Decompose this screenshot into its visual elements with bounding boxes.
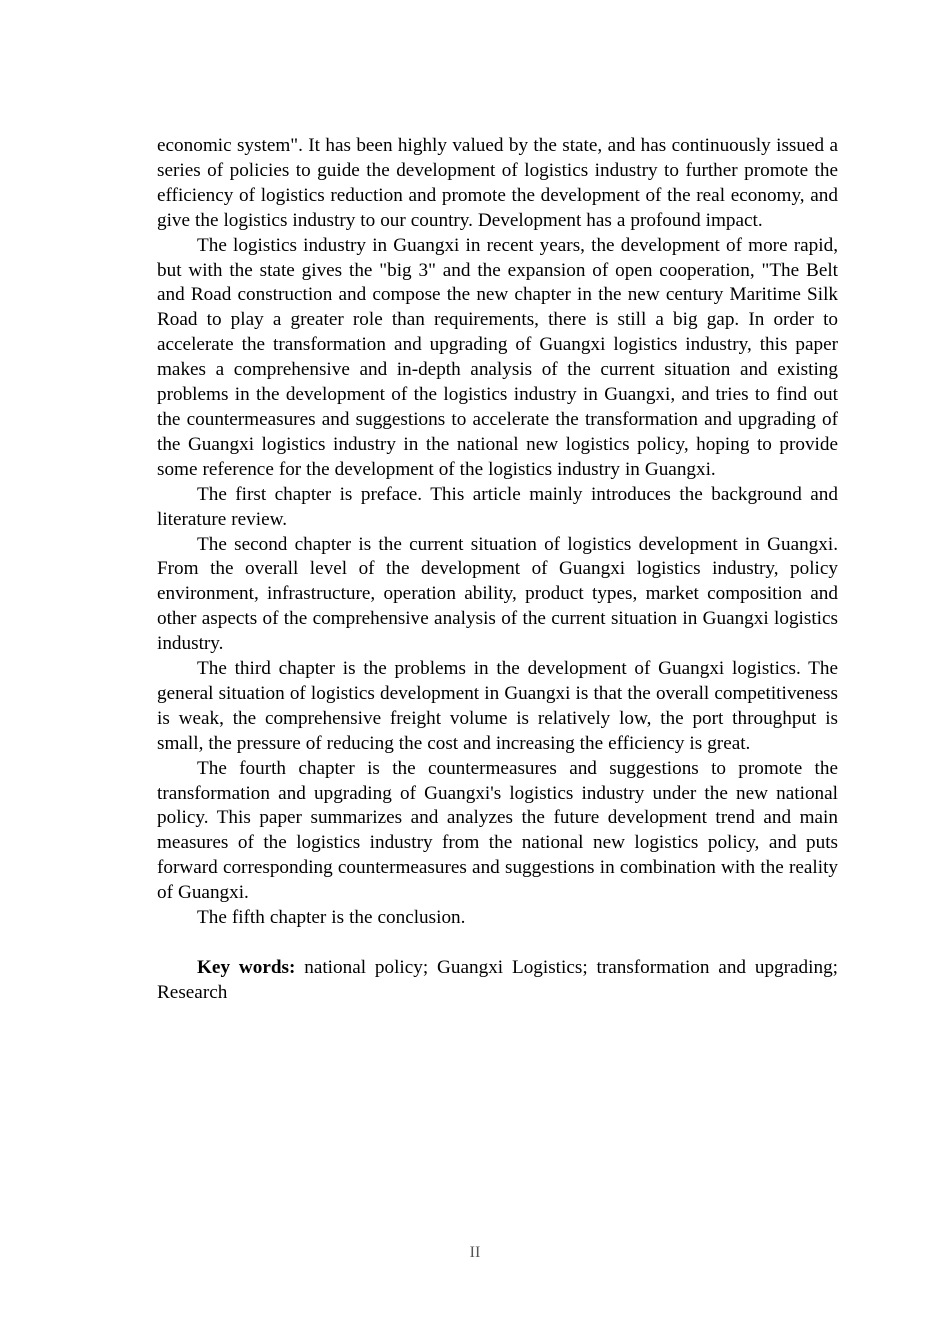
abstract-body (157, 134, 838, 1006)
paragraph-3: The first chapter is preface. This article mainly introduces the background and literature review. (157, 483, 838, 530)
blank-line-spacer (157, 931, 838, 956)
paragraph-4: The second chapter is the current situation of logistics development in Guangxi. From the overall level of the development of Guangxi logistics industry, policy environment, infrastructure, operation ability, product types, market composition and other aspects of the comprehensive analysis of the current situation in Guangxi logistics industry. (157, 533, 838, 655)
paragraph-1: economic system". It has been highly valued by the state, and has continuously issued a series of policies to guide the development of logistics industry to further promote the efficiency of logistics reduction and promote the development of the real economy, and give the logistics industry to our country. Development has a profound impact. (157, 135, 838, 231)
keywords-value: national policy; Guangxi Logistics; transformation and upgrading; Research (157, 956, 838, 1003)
keywords-line (157, 956, 838, 1006)
paragraph-5: The third chapter is the problems in the development of Guangxi logistics. The general situation of logistics development in Guangxi is that the overall competitiveness is weak, the comprehensive freight volume is relatively low, the port throughput is small, the pressure of reducing the cost and increasing the efficiency is great. (157, 658, 838, 754)
paragraph-7: The fifth chapter is the conclusion. (197, 907, 466, 929)
paragraph-2: The logistics industry in Guangxi in recent years, the development of more rapid, but with the state gives the "big 3" and the expansion of open cooperation, "The Belt and Road construction and compose the new chapter in the new century Maritime Silk Road to play a greater role than requirements, there is still a big gap. In order to accelerate the transformation and upgrading of Guangxi logistics industry, this paper makes a comprehensive and in-depth analysis of the current situation and existing problems in the development of the logistics industry in Guangxi, and tries to find out the countermeasures and suggestions to accelerate the transformation and upgrading of the Guangxi logistics industry in the national new logistics policy, hoping to provide some reference for the development of the logistics industry in Guangxi. (157, 234, 838, 480)
paragraph-6: The fourth chapter is the countermeasures and suggestions to promote the transformation and upgrading of Guangxi's logistics industry under the new national policy. This paper summarizes and analyzes the future development trend and main measures of the logistics industry from the national new logistics policy, and puts forward corresponding countermeasures and suggestions in combination with the reality of Guangxi. (157, 757, 838, 904)
page-number: II (469, 1244, 481, 1261)
keywords-label: Key words: (197, 956, 296, 978)
